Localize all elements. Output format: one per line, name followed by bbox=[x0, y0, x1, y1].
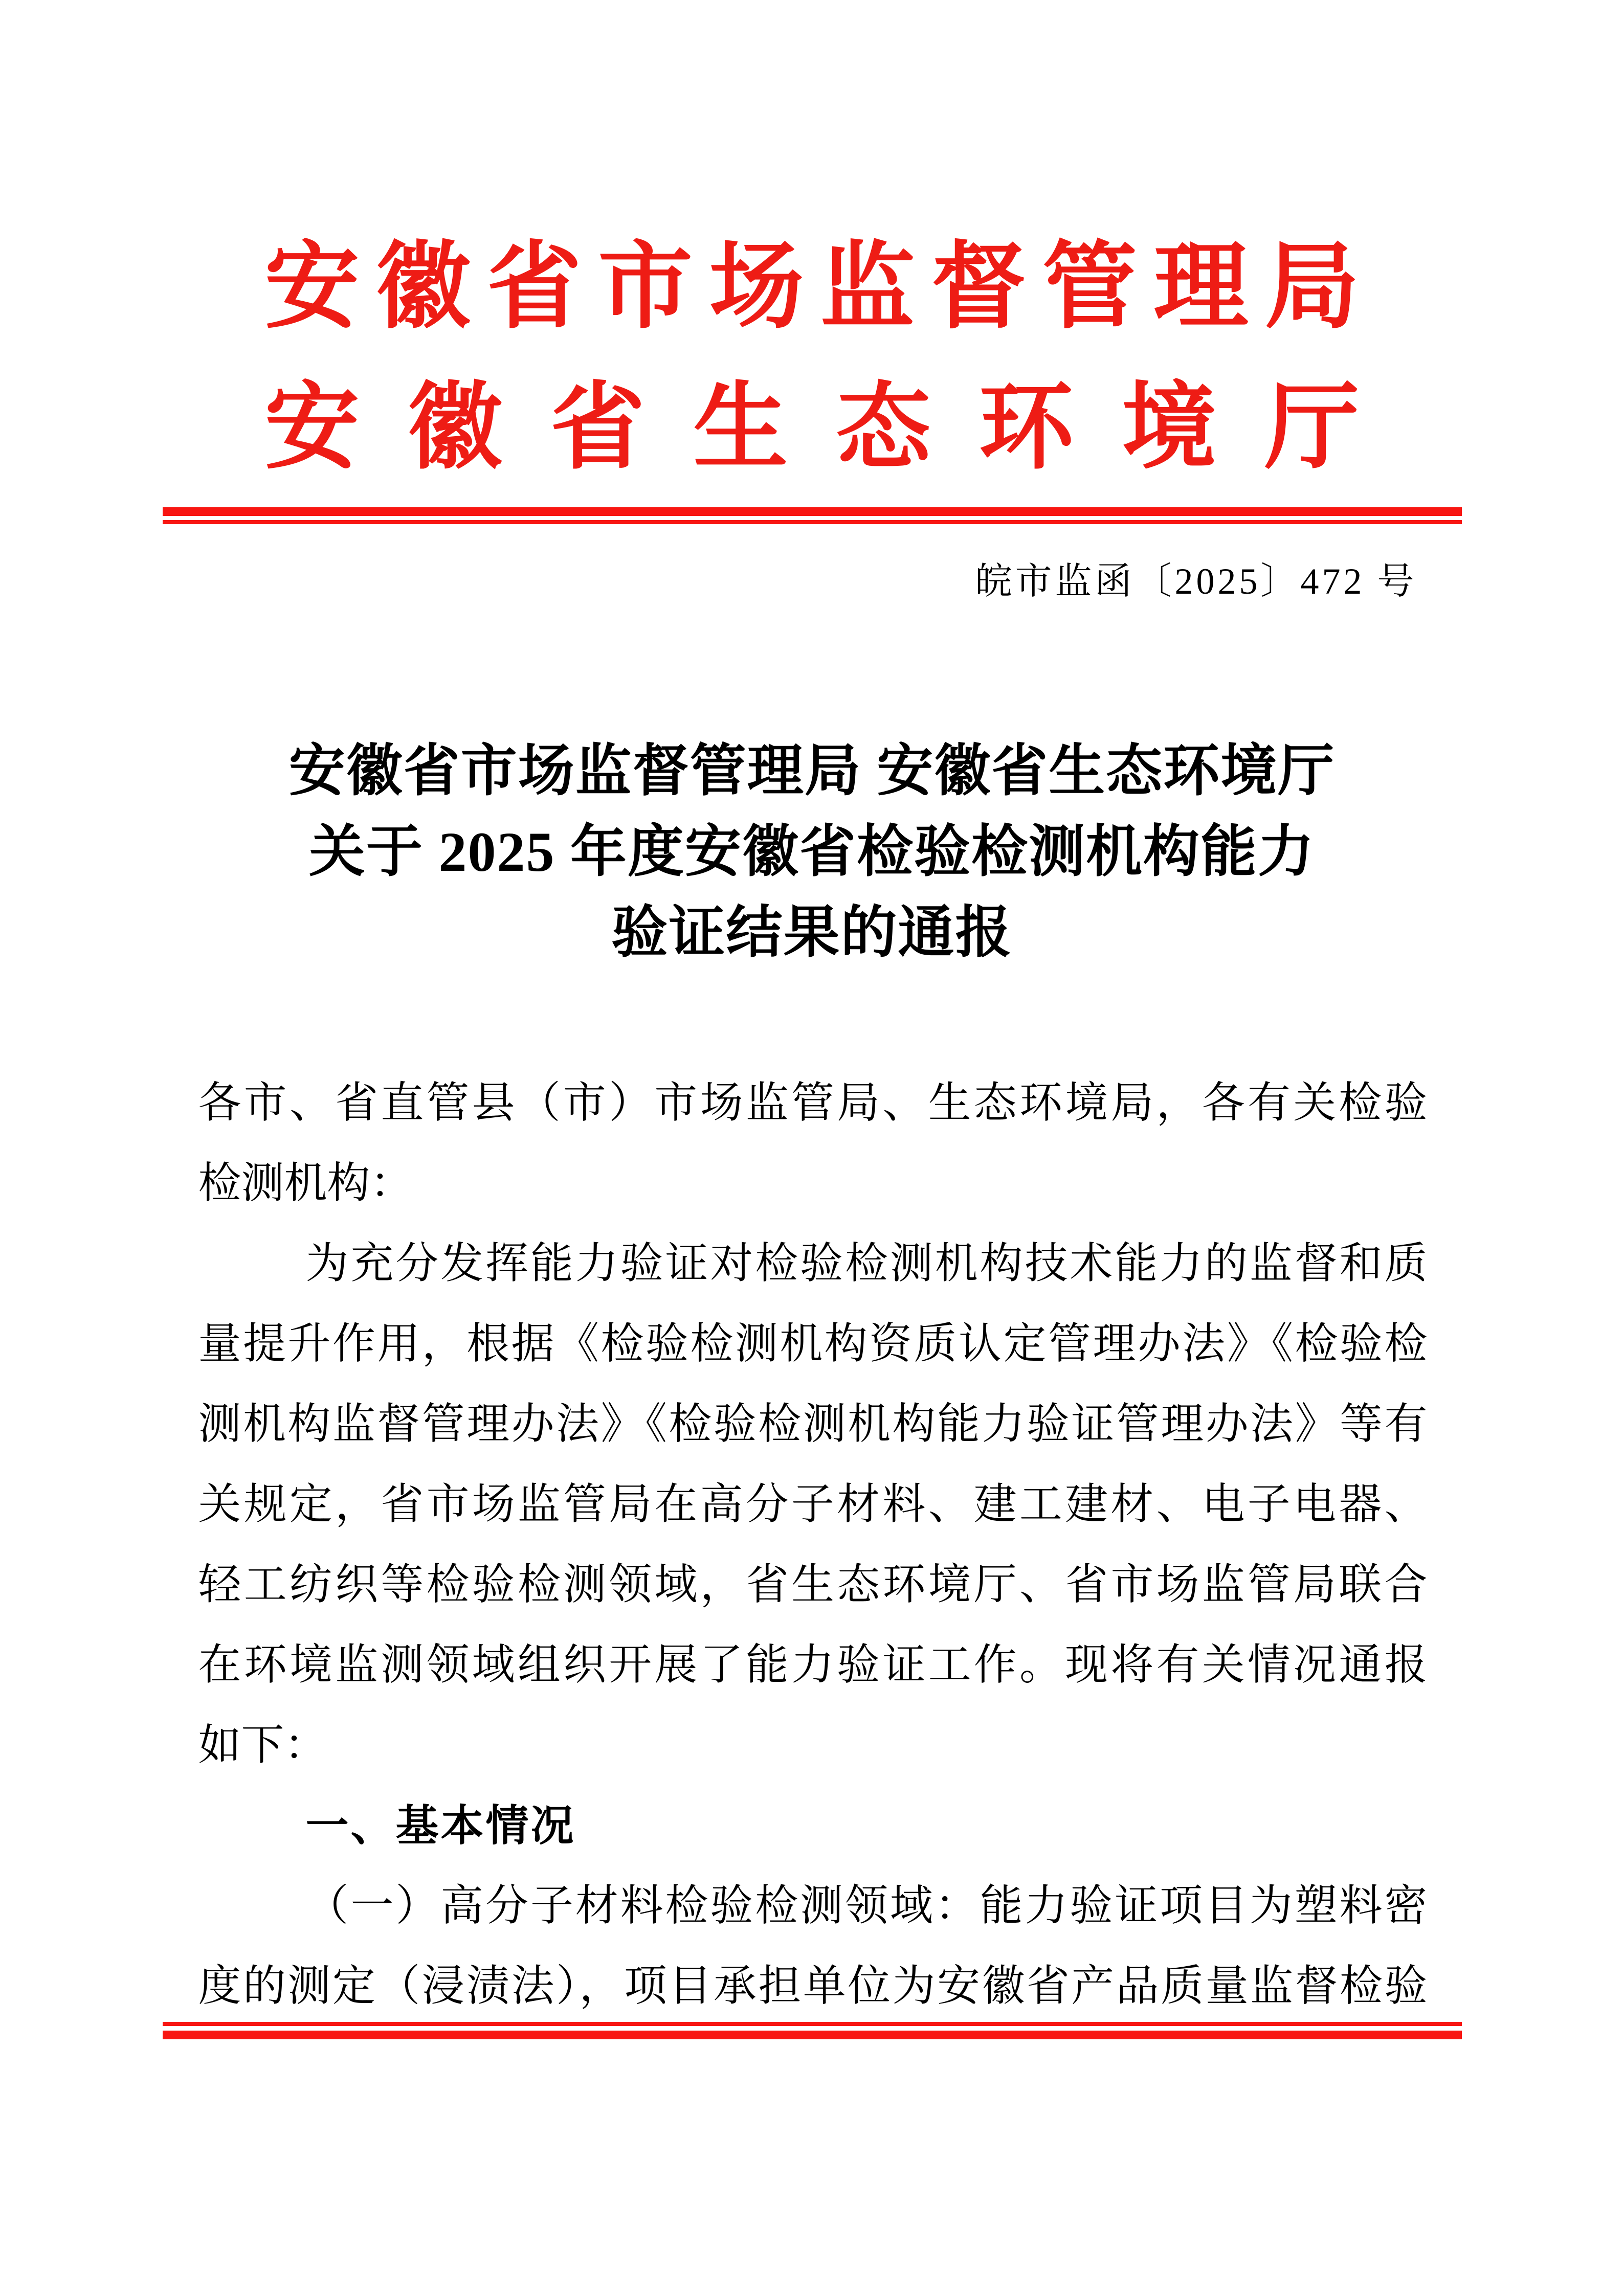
body-line: 轻工纺织等检验检测领域，省生态环境厅、省市场监管局联合 bbox=[198, 1561, 1428, 1609]
bottom-separator-thick-rule bbox=[163, 2031, 1462, 2039]
body-line: 为充分发挥能力验证对检验检测机构技术能力的监督和质 bbox=[305, 1240, 1428, 1288]
letterhead-agency-1: 安徽省市场监督管理局 bbox=[264, 235, 1360, 340]
top-separator-thin-rule bbox=[163, 520, 1462, 524]
body-line-paragraph-end: 如下： bbox=[198, 1722, 327, 1769]
top-separator-thick-rule bbox=[163, 507, 1462, 516]
bottom-separator bbox=[163, 2022, 1462, 2039]
red-letterhead bbox=[163, 217, 1462, 499]
letterhead-agency-2: 安徽省生态环境厅 bbox=[264, 376, 1360, 481]
body-line-salutation: 各市、省直管县（市）市场监管局、生态环境局，各有关检验 bbox=[198, 1079, 1428, 1127]
top-separator-gap bbox=[163, 516, 1462, 520]
body-line: 度的测定（浸渍法），项目承担单位为安徽省产品质量监督检验 bbox=[198, 1963, 1428, 2010]
top-separator bbox=[163, 507, 1462, 524]
bottom-separator-thin-rule bbox=[163, 2022, 1462, 2026]
bottom-separator-gap bbox=[163, 2026, 1462, 2031]
body-line: （一）高分子材料检验检测领域：能力验证项目为塑料密 bbox=[305, 1882, 1428, 1930]
document-body bbox=[163, 1063, 1462, 2027]
body-line-salutation-end: 检测机构： bbox=[198, 1160, 413, 1207]
body-line: 关规定，省市场监管局在高分子材料、建工建材、电子电器、 bbox=[198, 1481, 1428, 1528]
body-line: 在环境监测领域组织开展了能力验证工作。现将有关情况通报 bbox=[198, 1641, 1428, 1689]
notice-title-line-2: 关于 2025 年度安徽省检验检测机构能力 bbox=[309, 821, 1315, 883]
section-heading: 一、基本情况 bbox=[305, 1802, 576, 1850]
notice-title-line-1: 安徽省市场监督管理局 安徽省生态环境厅 bbox=[288, 740, 1336, 802]
body-line: 测机构监督管理办法》《检验检测机构能力验证管理办法》等有 bbox=[198, 1401, 1428, 1448]
body-line: 量提升作用，根据《检验检测机构资质认定管理办法》《检验检 bbox=[198, 1320, 1428, 1368]
notice-title bbox=[163, 731, 1462, 973]
notice-title-line-3: 验证结果的通报 bbox=[611, 902, 1013, 964]
document-content bbox=[163, 217, 1462, 2027]
document-number: 皖市监函〔2025〕472 号 bbox=[975, 561, 1417, 602]
